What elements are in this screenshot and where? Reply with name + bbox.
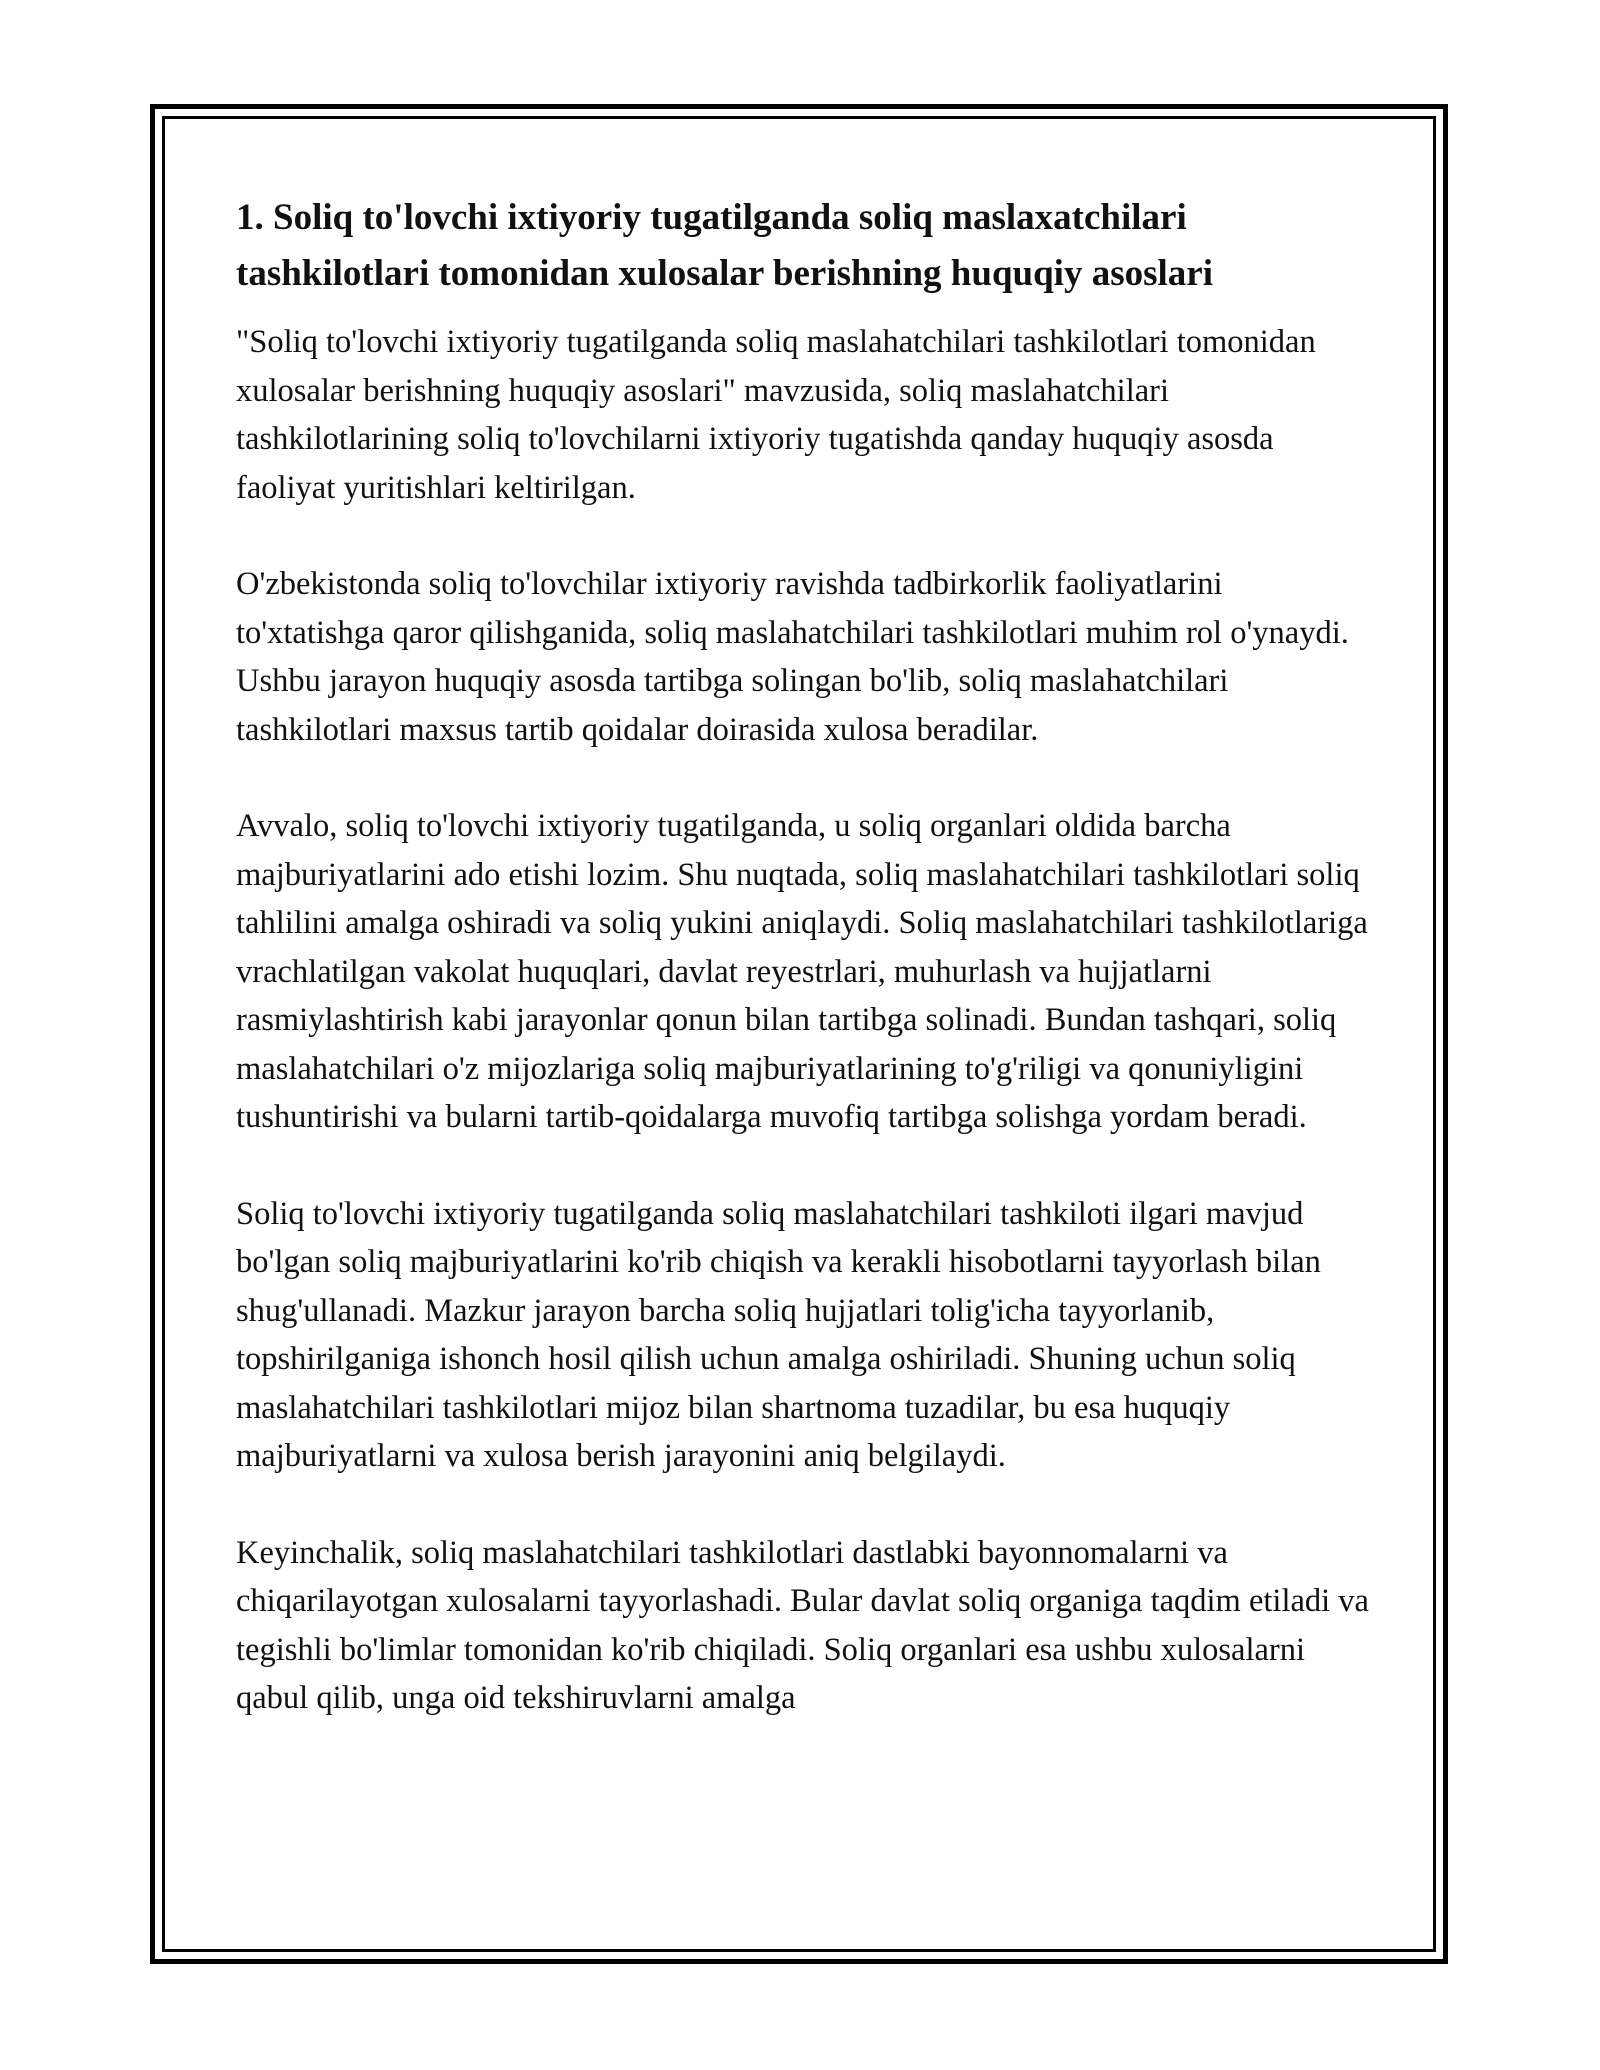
paragraph-role: O'zbekistonda soliq to'lovchilar ixtiyoriy ravishda tadbirkorlik faoliyatlarini to'xtatishga qaror qilishganida, soliq maslahatchilari tashkilotlari muhim rol o'ynaydi. Ushbu jarayon huquqiy asosda tartibga solingan bo'lib, soliq maslahatchilari tashkilotlari maxsus tartib qoidalar doirasida xulosa beradilar. [236,566,1349,748]
section-heading: 1. Soliq to'lovchi ixtiyoriy tugatilganda soliq maslaxatchilari tashkilotlari tomonidan xulosalar berishning huquqiy asoslari [236,197,1213,294]
paragraph-obligations: Avvalo, soliq to'lovchi ixtiyoriy tugatilganda, u soliq organlari oldida barcha majburiyatlarini ado etishi lozim. Shu nuqtada, soliq maslahatchilari tashkilotlari soliq tahlilini amalga oshiradi va soliq yukini aniqlaydi. Soliq maslahatchilari tashkilotlariga vrachlatilgan vakolat huquqlari, davlat reyestrlari, muhurlash va hujjatlarni rasmiylashtirish kabi jarayonlar qonun bilan tartibga solinadi. Bundan tashqari, soliq maslahatchilari o'z mijozlariga soliq majburiyatlarining to'g'riligi va qonuniyligini tushuntirishi va bularni tartib-qoidalarga muvofiq tartibga solishga yordam beradi. [236,808,1368,1135]
paragraph-intro: "Soliq to'lovchi ixtiyoriy tugatilganda soliq maslahatchilari tashkilotlari tomonidan xulosalar berishning huquqiy asoslari" mavzusida, soliq maslahatchilari tashkilotlarining soliq to'lovchilarni ixtiyoriy tugatishda qanday huquqiy asosda faoliyat yuritishlari keltirilgan. [236,324,1316,506]
paragraph-process: Soliq to'lovchi ixtiyoriy tugatilganda soliq maslahatchilari tashkiloti ilgari mavjud bo'lgan soliq majburiyatlarini ko'rib chiqish va kerakli hisobotlarni tayyorlash bilan shug'ullanadi. Mazkur jarayon barcha soliq hujjatlari tolig'icha tayyorlanib, topshirilganiga ishonch hosil qilish uchun amalga oshiriladi. Shuning uchun soliq maslahatchilari tashkilotlari mijoz bilan shartnoma tuzadilar, bu esa huquqiy majburiyatlarni va xulosa berish jarayonini aniq belgilaydi. [236,1195,1321,1474]
document-body [236,190,1371,1771]
paragraph-conclusions: Keyinchalik, soliq maslahatchilari tashkilotlari dastlabki bayonnomalarni va chiqarilayotgan xulosalarni tayyorlashadi. Bular davlat soliq organiga taqdim etiladi va tegishli bo'limlar tomonidan ko'rib chiqiladi. Soliq organlari esa ushbu xulosalarni qabul qilib, unga oid tekshiruvlarni amalga [236,1534,1369,1716]
